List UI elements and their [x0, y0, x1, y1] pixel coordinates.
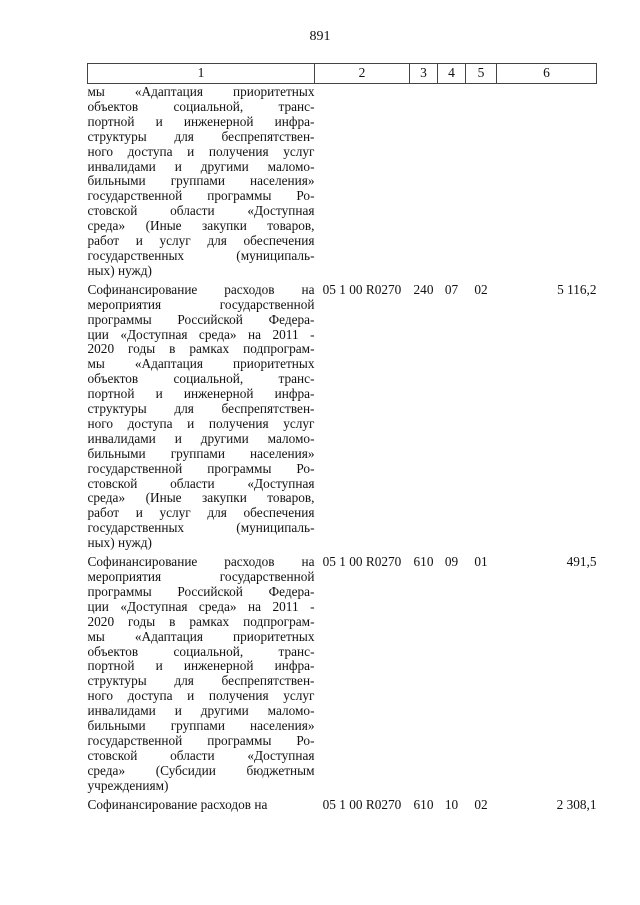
description-line: бильными группами населения»	[87, 173, 315, 189]
description-line: объектов социальной, транс-	[87, 643, 315, 659]
budget-table	[87, 63, 597, 817]
table-body	[88, 84, 597, 817]
column-header-1: 1	[88, 64, 315, 84]
section-code: 07	[444, 281, 459, 297]
target-article-code: 05 1 00 R0270	[322, 281, 402, 297]
description-line: государственных (муниципаль-	[87, 520, 315, 536]
row-description	[88, 283, 315, 555]
description-line: государственной программы Ро-	[87, 460, 315, 476]
subsection-code: 02	[474, 281, 488, 297]
description-line: мы «Адаптация приоритетных	[87, 84, 315, 99]
description-line: ных) нужд)	[87, 262, 152, 278]
target-article-code: 05 1 00 R0270	[322, 796, 402, 812]
table-row	[88, 798, 597, 817]
description-line: ного доступа и получения услуг	[87, 143, 315, 159]
target-article-code	[315, 84, 410, 283]
column-header-3: 3	[410, 64, 438, 84]
description-line: инвалидами и другими маломо-	[87, 158, 315, 174]
description-line: государственной программы Ро-	[87, 188, 315, 204]
description-line: среда» (Субсидии бюджетным	[87, 762, 315, 778]
page-number: 891	[309, 29, 331, 44]
description-line: ного доступа и получения услуг	[87, 415, 315, 431]
column-header-4: 4	[438, 64, 466, 84]
description-line: ции «Доступная среда» на 2011 -	[87, 326, 315, 342]
table-row	[88, 555, 597, 798]
description-line: ного доступа и получения услуг	[87, 688, 315, 704]
description-line: Софинансирование расходов на	[87, 281, 315, 297]
description-line: мероприятия государственной	[87, 569, 315, 584]
description-line: бильными группами населения»	[87, 445, 315, 461]
description-line: структуры для беспрепятствен-	[87, 401, 315, 417]
description-line: работ и услуг для обеспечения	[87, 233, 315, 249]
column-header-6: 6	[497, 64, 597, 84]
description-line: Софинансирование расходов на	[87, 796, 268, 812]
table-header	[88, 64, 597, 84]
expense-type-code: 240	[413, 281, 434, 297]
description-line: портной и инженерной инфра-	[87, 386, 315, 402]
section-code	[438, 84, 466, 283]
description-line: государственных (муниципаль-	[87, 247, 315, 263]
subsection-code	[466, 84, 497, 283]
description-line: Софинансирование расходов на	[87, 554, 315, 570]
description-line: среда» (Иные закупки товаров,	[87, 218, 315, 234]
row-description	[88, 84, 315, 283]
amount-value	[497, 84, 597, 283]
column-header-5: 5	[466, 64, 497, 84]
amount-value: 2 308,1	[556, 796, 597, 812]
description-line: портной и инженерной инфра-	[87, 658, 315, 674]
section-code: 10	[444, 796, 459, 812]
subsection-code: 01	[474, 554, 488, 570]
column-header-2: 2	[315, 64, 410, 84]
expense-type-code: 610	[413, 554, 434, 570]
description-line: объектов социальной, транс-	[87, 371, 315, 387]
description-line: 2020 годы в рамках подпрограм-	[87, 613, 315, 629]
description-line: бильными группами населения»	[87, 718, 315, 734]
expense-type-code: 610	[413, 796, 434, 812]
description-line: мы «Адаптация приоритетных	[87, 628, 315, 644]
description-line: объектов социальной, транс-	[87, 98, 315, 114]
description-line: программы Российской Федера-	[87, 311, 315, 327]
description-line: стовской области «Доступная	[87, 203, 315, 219]
description-line: портной и инженерной инфра-	[87, 113, 315, 129]
description-line: программы Российской Федера-	[87, 583, 315, 599]
description-line: структуры для беспрепятствен-	[87, 128, 315, 144]
amount-value: 5 116,2	[557, 281, 597, 297]
description-line: стовской области «Доступная	[87, 747, 315, 763]
target-article-code: 05 1 00 R0270	[322, 554, 402, 570]
row-description	[88, 555, 315, 798]
description-line: работ и услуг для обеспечения	[87, 505, 315, 521]
description-line: мероприятия государственной	[87, 296, 315, 312]
description-line: среда» (Иные закупки товаров,	[87, 490, 315, 506]
description-line: структуры для беспрепятствен-	[87, 673, 315, 689]
description-line: инвалидами и другими маломо-	[87, 703, 315, 719]
description-line: учреждениям)	[87, 777, 169, 793]
subsection-code: 02	[474, 796, 488, 812]
table-row	[88, 84, 597, 283]
description-line: стовской области «Доступная	[87, 475, 315, 491]
row-description	[88, 798, 315, 817]
description-line: инвалидами и другими маломо-	[87, 430, 315, 446]
amount-value: 491,5	[566, 554, 597, 570]
expense-type-code	[410, 84, 438, 283]
header-row	[88, 64, 597, 84]
description-line: 2020 годы в рамках подпрограм-	[87, 341, 315, 357]
description-line: ных) нужд)	[87, 535, 152, 551]
description-line: ции «Доступная среда» на 2011 -	[87, 598, 315, 614]
table-row	[88, 283, 597, 555]
description-line: мы «Адаптация приоритетных	[87, 356, 315, 372]
description-line: государственной программы Ро-	[87, 732, 315, 748]
section-code: 09	[444, 554, 459, 570]
